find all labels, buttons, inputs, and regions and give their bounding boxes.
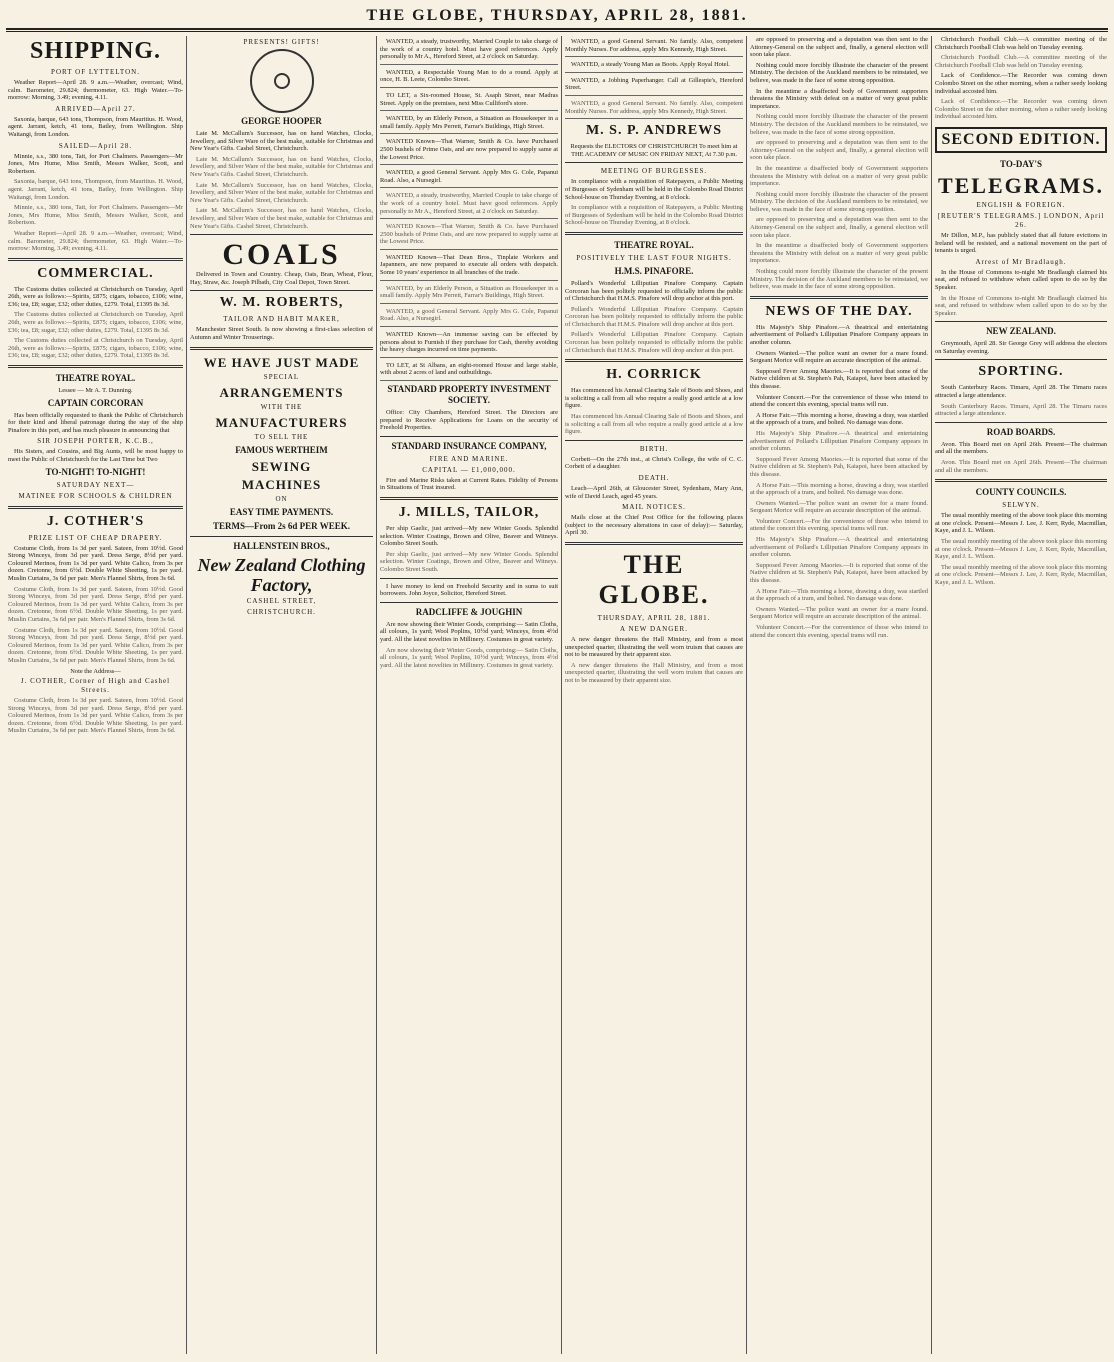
ad-line: Factory, bbox=[250, 574, 313, 595]
classified-ad: WANTED Known—That Dean Bros., Tinplate Workers and Japanners, are now prepared to execute all orders with despatch. Some 10 years' experience in all branches of the trade. bbox=[380, 252, 558, 281]
paragraph: His Majesty's Ship Pinafore.—A theatrical and entertaining advertisement of Pollard's Lilliputian Pinafore Company appears in another column. bbox=[750, 429, 928, 453]
hooper-heading: GEORGE HOOPER bbox=[241, 116, 322, 126]
divider bbox=[380, 602, 558, 603]
classified-ad: WANTED, a steady Young Man as Boots. Apply Royal Hotel. bbox=[565, 59, 743, 73]
paragraph: Costume Cloth, from 1s 3d per yard. Sateen, from 10½d. Good Strong Winceys, from 3d per yard. Dress Serge, 8½d per yard. Coloured Merinos, from 1s 3d per yard. White Calico, from 3s per dozen. Cretonne, from 6½d. Double White Sheeting, 1s per yard. Muslin Curtains, 3s 6d per pair. Men's Flannel Shirts, from 3s 6d. bbox=[8, 585, 183, 623]
paragraph: Office: City Chambers, Hereford Street. The Directors are prepared to Receive Applications for Loans on the security of Freehold Properties. bbox=[380, 409, 558, 432]
positively: POSITIVELY THE LAST FOUR NIGHTS. bbox=[576, 253, 732, 262]
paragraph: Pollard's Wonderful Lilliputian Pinafore Company. Captain Corcoran has been politely requested to officially inform the public of Christchurch that H.M.S. Pinafore will drop anchor at this port. bbox=[565, 279, 743, 303]
paragraph: In the House of Commons to-night Mr Bradlaugh claimed his seat, and refused to withdraw when called upon to do so by the Speaker. bbox=[935, 294, 1107, 317]
classified-ad: WANTED, a good General Servant. Apply Mrs G. Cole, Papanui Road. Also, a Nursegirl. bbox=[380, 167, 558, 188]
classified-ad: WANTED, a good General Servant. No family. Also, competent Monthly Nurses. For address, apply Mrs Kennedy, High Street. bbox=[565, 98, 743, 119]
address: J. COTHER, Corner of High and Cashel Streets. bbox=[20, 677, 171, 695]
coals-heading: COALS bbox=[222, 238, 341, 272]
ad-line: TERMS—From 2s 6d PER WEEK. bbox=[213, 520, 350, 531]
captain-heading: CAPTAIN CORCORAN bbox=[47, 397, 144, 408]
paragraph: Are now showing their Winter Goods, comprising:— Satin Cloths, all colours, 1s yard; Wool Poplins, 10½d yard; Winceys, from 4½d yard. All the latest novelties in Millinery. Costumes in great variety. bbox=[380, 620, 558, 643]
column-rule bbox=[186, 36, 187, 1354]
sporting-heading: SPORTING. bbox=[978, 364, 1064, 380]
paragraph: In the meantime a disaffected body of Government supporters threatens the Ministry with defeat on a matter of very great public importance. bbox=[750, 164, 928, 188]
globe-title: THE GLOBE. bbox=[598, 549, 710, 609]
divider bbox=[8, 365, 183, 368]
paragraph: The usual monthly meeting of the above took place this morning at one o'clock. Present—Messrs J. Lee, J. Kerr, Ryde, Macmillan, Kaye, and J. L. Wilson. bbox=[935, 563, 1107, 586]
ad-line: CASHEL STREET, bbox=[246, 596, 317, 605]
column-rule bbox=[561, 36, 562, 1354]
paragraph: A new danger threatens the Hall Ministry, and from a most unexpected quarter, illustrating the well worn truism that causes are not to be measured by their apparent size. bbox=[565, 635, 743, 659]
masthead bbox=[6, 4, 1108, 30]
port-heading: PORT OF LYTTELTON. bbox=[51, 68, 140, 76]
classified-ad: TO LET, at St Albans, an eight-roomed House and large stable, with about 2 acres of land and outbuildings. bbox=[380, 360, 558, 381]
arrest-heading: Arrest of Mr Bradlaugh. bbox=[975, 257, 1067, 266]
column-1 bbox=[8, 36, 183, 1354]
paragraph: Requests the ELECTORS OF CHRISTCHURCH To meet him at THE ACADEMY OF MUSIC ON FRIDAY NEXT, At 7.30 p.m. bbox=[570, 143, 738, 158]
classified-ad: WANTED Known—That Warner, Smith & Co. have Purchased 2500 bushels of Prime Oats, and are now prepared to supply same at the Lowest Price. bbox=[380, 136, 558, 165]
paragraph: Owners Wanted.—The police want an owner for a mare found. Sergeant Morice will require an accurate description of the animal. bbox=[750, 499, 928, 515]
divider bbox=[565, 232, 743, 235]
divider bbox=[565, 542, 743, 545]
classified-ad: WANTED Known—That Warner, Smith & Co. have Purchased 2500 bushels of Prime Oats, and are now prepared to supply same at the Lowest Price. bbox=[380, 221, 558, 250]
paragraph: Volunteer Concert.—For the convenience of those who intend to attend the concert this evening, special trams will run. bbox=[750, 624, 928, 639]
paragraph: In compliance with a requisition of Ratepayers, a Public Meeting of Burgesses of Sydenham will be held in the Colombo Road District School-house on Thursday Evening, at 8 o'clock. bbox=[565, 178, 743, 201]
paragraph: I have money to lend on Freehold Security and in sums to suit borrowers. John Joyce, Solicitor, Hereford Street. bbox=[380, 582, 558, 598]
divider bbox=[380, 436, 558, 437]
birth-heading: BIRTH. bbox=[639, 444, 669, 453]
paragraph: Per ship Gaelic, just arrived—My new Winter Goods. Splendid selection. Winter Coatings, Brown and Olive, Beaver and Witneys. Colombo Street South. bbox=[380, 524, 558, 548]
divider bbox=[565, 440, 743, 441]
masthead-rule bbox=[6, 31, 1108, 32]
paragraph: His Sisters, and Cousins, and Big Aunts, will be most happy to meet the Public of Christchurch for the Last Time but Two bbox=[8, 448, 183, 463]
theatre-heading: THEATRE ROYAL. bbox=[614, 239, 694, 250]
divider bbox=[935, 422, 1107, 423]
paragraph: are opposed to preserving and a deputation was then sent to the Attorney-General on the subject and, finally, a general election will soon take place. bbox=[750, 216, 928, 239]
ad-line: CHRISTCHURCH. bbox=[247, 607, 316, 616]
paragraph: Owners Wanted.—The police want an owner for a mare found. Sergeant Morice will require an accurate description of the animal. bbox=[750, 605, 928, 621]
paragraph: Has commenced his Annual Clearing Sale of Boots and Shoes, and is soliciting a call from all who require a really good article at a low figure. bbox=[565, 387, 743, 410]
paragraph: Owners Wanted.—The police want an owner for a mare found. Sergeant Morice will require an accurate description of the animal. bbox=[750, 349, 928, 365]
theatre-heading: THEATRE ROYAL. bbox=[55, 373, 136, 384]
paragraph: Late M. McCallum's Successor, has on hand Watches, Clocks, Jewellery, and Silver Ware of the best make, suitable for Christmas and New Year's Gifts. Cashel Street, Christchurch. bbox=[190, 130, 373, 153]
paragraph: The Customs duties collected at Christchurch on Tuesday, April 26th, were as follows:—Spirits, £875; cigars, tobacco, £106; wine, £36; tea, £8; sugar, £32; other duties, £279. Total, £1395 8s 3d. bbox=[8, 337, 183, 360]
masthead-title: THE GLOBE, THURSDAY, APRIL 28, 1881. bbox=[366, 7, 748, 24]
ad-line: ARRANGEMENTS bbox=[219, 384, 344, 400]
divider bbox=[565, 162, 743, 163]
paragraph: A Horse Fair.—This morning a horse, drawing a dray, was startled at the approach of a tram, and bolted. No damage was done. bbox=[750, 481, 928, 497]
divider bbox=[380, 578, 558, 579]
ad-line: WE HAVE JUST MADE bbox=[203, 354, 360, 370]
classified-ad: WANTED, a steady, trustworthy, Married Couple to take charge of the work of a country hotel. Must have good references. Apply personally to Mr A., Hereford Street, at 2 o'clock on Saturday. bbox=[380, 36, 558, 65]
paragraph: Per ship Gaelic, just arrived—My new Winter Goods. Splendid selection. Winter Coatings, Brown and Olive, Beaver and Witneys. Colombo Street South. bbox=[380, 550, 558, 573]
paragraph: Corbett—On the 27th inst., at Christ's College, the wife of C. C. Corbett of a daughter. bbox=[565, 455, 743, 471]
andrews-heading: M. S. P. ANDREWS bbox=[585, 123, 723, 139]
arrived-heading: ARRIVED—April 27. bbox=[55, 104, 136, 113]
paragraph: Has commenced his Annual Clearing Sale of Boots and Shoes, and is soliciting a call from all who require a really good article at a low figure. bbox=[565, 413, 743, 436]
divider bbox=[190, 536, 373, 537]
ad-line: HALLENSTEIN BROS., bbox=[233, 540, 330, 551]
paragraph: His Majesty's Ship Pinafore.—A theatrical and entertaining advertisement of Pollard's Lilliputian Pinafore Company appears in another column. bbox=[750, 536, 928, 559]
paragraph: Mails close at the Chief Post Office for the following places (subject to the necessary alterations in case of delay):— Saturday, April 30. bbox=[565, 514, 743, 537]
paragraph: The usual monthly meeting of the above took place this morning at one o'clock. Present—Messrs J. Lee, J. Kerr, Ryde, Macmillan, Kaye, and J. L. Wilson. bbox=[935, 538, 1107, 561]
paragraph: South Canterbury Races. Timaru, April 28. The Timaru races attracted a large attendance. bbox=[935, 384, 1107, 400]
divider bbox=[935, 321, 1107, 322]
radcliffe-heading: RADCLIFFE & JOUGHIN bbox=[415, 606, 523, 617]
paragraph: Are now showing their Winter Goods, comprising:— Satin Cloths, all colours, 1s yard; Wool Poplins, 10½d yard; Winceys, from 4½d yard. All the latest novelties in Millinery. Costumes in great variety. bbox=[380, 646, 558, 669]
ad-line: SEWING bbox=[251, 458, 312, 474]
paragraph: Christchurch Football Club.—A committee meeting of the Christchurch Football Club was held on Tuesday evening. bbox=[935, 54, 1107, 69]
capital: CAPITAL — £1,000,000. bbox=[422, 465, 516, 474]
classified-ad: WANTED, a steady, trustworthy, Married Couple to take charge of the work of a country hotel. Must have good references. Apply personally to Mr A., Hereford Street, at 2 o'clock on Saturday. bbox=[380, 190, 558, 219]
ad-line: WITH THE bbox=[260, 402, 303, 411]
classified-ad: WANTED, a good General Servant. No family. Also, competent Monthly Nurses. For address, apply Mrs Kennedy, High Street. bbox=[565, 36, 743, 57]
ad-line: ON bbox=[275, 494, 288, 503]
meeting-heading: MEETING OF BURGESSES. bbox=[600, 167, 708, 176]
paragraph: Late M. McCallum's Successor, has on hand Watches, Clocks, Jewellery, and Silver Ware of the best make, suitable for Christmas and New Year's Gifts. Cashel Street, Christchurch. bbox=[190, 207, 373, 230]
county-heading: COUNTY COUNCILS. bbox=[975, 487, 1067, 498]
ad-line: EASY TIME PAYMENTS. bbox=[229, 506, 334, 517]
column-rule bbox=[746, 36, 747, 1354]
paragraph: The Customs duties collected at Christchurch on Tuesday, April 26th, were as follows:—Spirits, £875; cigars, tobacco, £106; wine, £36; tea, £8; sugar, £32; other duties, £279. Total, £1395 8s 3d. bbox=[8, 285, 183, 308]
paragraph: Pollard's Wonderful Lilliputian Pinafore Company. Captain Corcoran has been politely requested to officially inform the public of Christchurch that H.M.S. Pinafore will drop anchor at this port. bbox=[565, 331, 743, 354]
commercial-heading: COMMERCIAL. bbox=[37, 265, 154, 281]
corrick-heading: H. CORRICK bbox=[606, 367, 702, 383]
paragraph: Volunteer Concert.—For the convenience of those who intend to attend the concert this evening, special trams will run. bbox=[750, 393, 928, 409]
paragraph: Volunteer Concert.—For the convenience of those who intend to attend the concert this evening, special trams will run. bbox=[750, 517, 928, 533]
paragraph: In compliance with a requisition of Ratepayers, a Public Meeting of Burgesses of Sydenham will be held in the Colombo Road District School-house on Thursday Evening, at 8 o'clock. bbox=[565, 204, 743, 227]
classified-ad: TO LET, a Six-roomed House, St. Asaph Street, near Madras Street. Apply on the premises, next Miss Culliford's store. bbox=[380, 90, 558, 111]
paragraph: Lack of Confidence.—The Recorder was coming down Colombo Street on the other morning, when a rather seedy looking individual accosted him. bbox=[935, 72, 1107, 95]
divider bbox=[935, 479, 1107, 482]
paragraph: Late M. McCallum's Successor, has on hand Watches, Clocks, Jewellery, and Silver Ware of the best make, suitable for Christmas and New Year's Gifts. Cashel Street, Christchurch. bbox=[190, 155, 373, 178]
paragraph: Minnie, s.s., 380 tons, Tait, for Port Chalmers. Passengers—Mr Jones, Mrs Hume, Miss Smith, Messrs Walker, Scott, and Robertson. bbox=[8, 152, 183, 175]
death-heading: DEATH. bbox=[638, 474, 670, 482]
divider bbox=[750, 296, 928, 299]
ad-line: MANUFACTURERS bbox=[215, 414, 348, 430]
saturday: SATURDAY NEXT— bbox=[56, 480, 135, 489]
paragraph: Leach—April 26th, at Gloucester Street, Sydenham, Mary Ann, wife of David Leach, aged 45 years. bbox=[565, 485, 743, 500]
paragraph: Weather Report—April 28. 9 a.m.—Weather, overcast; Wind, calm. Barometer, 29.824; thermometer, 63. High Water.—To-morrow: Morning, 3.49; evening, 4.11. bbox=[8, 229, 183, 253]
column-4 bbox=[565, 36, 743, 1354]
paragraph: Supposed Fever Among Maories.—It is reported that some of the Native children at St. Stephen's Pah, Kaiapoi, have been attacked by this disease. bbox=[750, 367, 928, 390]
column-3 bbox=[380, 36, 558, 1354]
paragraph: His Majesty's Ship Pinafore.—A theatrical and entertaining advertisement of Pollard's Lilliputian Pinafore Company appears in another column. bbox=[750, 323, 928, 346]
ad-line: MACHINES bbox=[241, 476, 322, 492]
ad-line: TO SELL THE bbox=[254, 432, 309, 441]
paragraph: The Customs duties collected at Christchurch on Tuesday, April 26th, were as follows:—Spirits, £875; cigars, tobacco, £106; wine, £36; tea, £8; sugar, £32; other duties, £279. Total, £1395 8s 3d. bbox=[8, 311, 183, 334]
paragraph: Weather Report—April 28. 9 a.m.—Weather, overcast; Wind, calm. Barometer, 29.824; thermometer, 63. High Water.—To-morrow: Morning, 3.49; evening, 4.11. bbox=[8, 79, 183, 102]
paragraph: A Horse Fair.—This morning a horse, drawing a dray, was startled at the approach of a tram, and bolted. No damage was done. bbox=[750, 411, 928, 427]
pinafore: H.M.S. PINAFORE. bbox=[614, 265, 694, 276]
column-6 bbox=[935, 36, 1107, 1354]
paragraph: Avon. This Board met on April 26th. Present—The chairman and all the members. bbox=[935, 459, 1107, 474]
tailor: TAILOR AND HABIT MAKER, bbox=[223, 315, 340, 324]
telegrams-heading: TELEGRAMS. bbox=[937, 172, 1105, 198]
nz-heading: NEW ZEALAND. bbox=[986, 326, 1056, 337]
paragraph: Fire and Marine Risks taken at Current Rates. Fidelity of Persons in Situations of Trust insured. bbox=[380, 476, 558, 492]
paragraph: A new danger threatens the Hall Ministry, and from a most unexpected quarter, illustrating the well worn truism that causes are not to be measured by their apparent size. bbox=[565, 661, 743, 684]
classified-ad: WANTED, a good General Servant. Apply Mrs G. Cole, Papanui Road. Also, a Nursegirl. bbox=[380, 306, 558, 327]
divider bbox=[8, 258, 183, 261]
second-edition-banner: SECOND EDITION. bbox=[935, 127, 1107, 153]
fire: FIRE AND MARINE. bbox=[429, 454, 509, 463]
paragraph: Nothing could more forcibly illustrate the character of the present Ministry. The decision of the Auckland members to be reinstated, we believe, was made in the face of some strong opposition. bbox=[750, 190, 928, 213]
paragraph: Late M. McCallum's Successor, has on hand Watches, Clocks, Jewellery, and Silver Ware of the best make, suitable for Christmas and New Year's Gifts. Cashel Street, Christchurch. bbox=[190, 181, 373, 204]
paragraph: Minnie, s.s., 380 tons, Tait, for Port Chalmers. Passengers—Mr Jones, Mrs Hume, Miss Smith, Messrs Walker, Scott, and Robertson. bbox=[8, 204, 183, 227]
paragraph: In the meantime a disaffected body of Government supporters threatens the Ministry with defeat on a matter of very great public importance. bbox=[750, 87, 928, 110]
todays-heading: TO-DAY'S bbox=[999, 158, 1043, 169]
divider bbox=[565, 359, 743, 362]
ad-line: SPECIAL bbox=[263, 372, 300, 381]
paragraph: Mr Dillon, M.P., has publicly stated that all future evictions in Ireland will be resisted, and a national movement on the part of tenants is urged. bbox=[935, 231, 1107, 255]
classified-ad: WANTED, by an Elderly Person, a Situation as Housekeeper in a small family. Apply Mrs Perrett, Farrar's Buildings, High Street. bbox=[380, 113, 558, 134]
paragraph: Supposed Fever Among Maories.—It is reported that some of the Native children at St. Stephen's Pah, Kaiapoi, have been attacked by this disease. bbox=[750, 455, 928, 478]
classified-ad: WANTED Known—An immense saving can be effected by persons about to Furnish if they purchase for Cash, thereby avoiding the heavy charges incurred on time payments. bbox=[380, 329, 558, 358]
paragraph: Christchurch Football Club.—A committee meeting of the Christchurch Football Club was held on Tuesday evening. bbox=[935, 36, 1107, 51]
divider bbox=[190, 290, 373, 291]
divider bbox=[190, 347, 373, 350]
globe-date: THURSDAY, APRIL 28, 1881. bbox=[597, 613, 711, 622]
selwyn-heading: SELWYN. bbox=[1002, 501, 1040, 510]
ad-line: New Zealand Clothing bbox=[197, 554, 366, 575]
reuter-line: [REUTER'S TELEGRAMS.] LONDON, April 26. bbox=[937, 211, 1105, 229]
classified-ad: WANTED, a Jobbing Paperhanger. Call at Gillespie's, Hereford Street. bbox=[565, 75, 743, 96]
paragraph: Nothing could more forcibly illustrate the character of the present Ministry. The decision of the Auckland members to be reinstated, we believe, was made in the face of some strong opposition. bbox=[750, 61, 928, 84]
paragraph: Costume Cloth, from 1s 3d per yard. Sateen, from 10½d. Good Strong Winceys, from 3d per yard. Dress Serge, 8½d per yard. Coloured Merinos, from 1s 3d per yard. White Calico, from 3s per dozen. Cretonne, from 6½d. Double White Sheeting, 1s per yard. Muslin Curtains, 3s 6d per pair. Men's Flannel Shirts, from 3s 6d. bbox=[8, 697, 183, 735]
paragraph: In the House of Commons to-night Mr Bradlaugh claimed his seat, and refused to withdraw when called upon to do so by the Speaker. bbox=[935, 268, 1107, 291]
mail-heading: MAIL NOTICES. bbox=[622, 503, 686, 512]
paragraph: Supposed Fever Among Maories.—It is reported that some of the Native children at St. Stephen's Pah, Kaiapoi, have been attacked by this disease. bbox=[750, 561, 928, 585]
road-heading: ROAD BOARDS. bbox=[986, 426, 1056, 437]
roberts-heading: W. M. ROBERTS, bbox=[219, 295, 344, 311]
paragraph: Avon. This Board met on April 26th. Present—The chairman and all the members. bbox=[935, 440, 1107, 456]
paragraph: Nothing could more forcibly illustrate the character of the present Ministry. The decision of the Auckland members to be reinstated, we believe, was made in the face of some strong opposition. bbox=[750, 113, 928, 136]
paragraph: In the meantime a disaffected body of Government supporters threatens the Ministry with defeat on a matter of very great public importance. bbox=[750, 242, 928, 265]
tonight: TO-NIGHT! TO-NIGHT! bbox=[45, 466, 146, 477]
cothers-heading: J. COTHER'S bbox=[46, 513, 145, 529]
paragraph: Saxonia, barque, 643 tons, Thompson, from Mauritius. H. Wood, agent. Jarrant, ketch, 41 tons, Batley, from Wellington. Ship Waitangi, from London. bbox=[8, 178, 183, 201]
paragraph: South Canterbury Races. Timaru, April 28. The Timaru races attracted a large attendance. bbox=[935, 402, 1107, 418]
paragraph: Delivered in Town and Country. Cheap, Oats, Bran, Wheat, Flour, Hay, Straw, &c. Joseph Pilbath, City Coal Depot, Town Street. bbox=[190, 271, 373, 286]
sir-joseph: SIR JOSEPH PORTER, K.C.B., bbox=[37, 437, 154, 446]
column-rule bbox=[931, 36, 932, 1354]
classified-ad: WANTED, a Respectable Young Man to do a round. Apply at once, H. B. Leete, Colombo Street. bbox=[380, 67, 558, 88]
divider bbox=[935, 359, 1107, 360]
sailed-heading: SAILED—April 28. bbox=[58, 141, 133, 150]
matinee: MATINEE FOR SCHOOLS & CHILDREN bbox=[18, 491, 173, 500]
standard-heading: STANDARD PROPERTY INVESTMENT SOCIETY. bbox=[387, 384, 551, 405]
paragraph: Lack of Confidence.—The Recorder was coming down Colombo Street on the other morning, when a rather seedy looking individual accosted him. bbox=[935, 98, 1107, 121]
watch-icon bbox=[250, 49, 314, 113]
column-5 bbox=[750, 36, 928, 1354]
paragraph: Greymouth, April 28. Sir George Grey will address the electors on Saturday evening. bbox=[935, 340, 1107, 355]
paragraph: Costume Cloth, from 1s 3d per yard. Sateen, from 10½d. Good Strong Winceys, from 3d per yard. Dress Serge, 8½d per yard. Coloured Merinos, from 1s 3d per yard. White Calico, from 3s per dozen. Cretonne, from 6½d. Double White Sheeting, 1s per yard. Muslin Curtains, 3s 6d per pair. Men's Flannel Shirts, from 3s 6d. bbox=[8, 544, 183, 582]
paragraph: Nothing could more forcibly illustrate the character of the present Ministry. The decision of the Auckland members to be reinstated, we believe, was made in the face of some strong opposition. bbox=[750, 268, 928, 291]
divider bbox=[380, 497, 558, 500]
paragraph: A Horse Fair.—This morning a horse, drawing a dray, was startled at the approach of a tram, and bolted. No damage was done. bbox=[750, 587, 928, 603]
paragraph: are opposed to preserving and a deputation was then sent to the Attorney-General on the subject and, finally, a general election will soon take place. bbox=[750, 139, 928, 162]
shipping-heading: SHIPPING. bbox=[29, 38, 161, 64]
mills-heading: J. MILLS, TAILOR, bbox=[398, 504, 540, 520]
presents: PRESENTS! GIFTS! bbox=[243, 38, 320, 46]
danger-heading: A NEW DANGER. bbox=[620, 624, 688, 633]
column-rule bbox=[376, 36, 377, 1354]
paragraph: Has been officially requested to thank the Public of Christchurch for their kind and liberal patronage during the stay of the ship Pinafore in this port, and has much pleasure in announcing that bbox=[8, 411, 183, 434]
lessee: Lessee — Mr A. T. Dunning. bbox=[58, 387, 133, 395]
paragraph: The usual monthly meeting of the above took place this morning at one o'clock. Present—Messrs J. Lee, J. Kerr, Ryde, Macmillan, Kaye, and J. L. Wilson. bbox=[935, 512, 1107, 535]
paragraph: are opposed to preserving and a deputation was then sent to the Attorney-General on the subject and, finally, a general election will soon take place. bbox=[750, 36, 928, 59]
paragraph: Manchester Street South. Is now showing a first-class selection of Autumn and Winter Trouserings. bbox=[190, 326, 373, 341]
news-heading: NEWS OF THE DAY. bbox=[765, 303, 913, 319]
cothers-sub: PRIZE LIST OF CHEAP DRAPERY. bbox=[28, 533, 163, 542]
ad-line: FAMOUS WERTHEIM bbox=[235, 444, 328, 455]
column-2 bbox=[190, 36, 373, 1354]
english-heading: ENGLISH & FOREIGN. bbox=[976, 200, 1066, 209]
divider bbox=[8, 506, 183, 509]
paragraph: Costume Cloth, from 1s 3d per yard. Sateen, from 10½d. Good Strong Winceys, from 3d per yard. Dress Serge, 8½d per yard. Coloured Merinos, from 1s 3d per yard. White Calico, from 3s per dozen. Cretonne, from 6½d. Double White Sheeting, 1s per yard. Muslin Curtains, 3s 6d per pair. Men's Flannel Shirts, from 3s 6d. bbox=[8, 626, 183, 664]
paragraph: Pollard's Wonderful Lilliputian Pinafore Company. Captain Corcoran has been politely requested to officially inform the public of Christchurch that H.M.S. Pinafore will drop anchor at this port. bbox=[565, 305, 743, 328]
paragraph: Saxonia, barque, 643 tons, Thompson, from Mauritius. H. Wood, agent. Jarrant, ketch, 41 tons, Batley, from Wellington. Ship Waitangi, from London. bbox=[8, 115, 183, 138]
classified-ad: WANTED, by an Elderly Person, a Situation as Housekeeper in a small family. Apply Mrs Perrett, Farrar's Buildings, High Street. bbox=[380, 283, 558, 304]
insurance-heading: STANDARD INSURANCE COMPANY, bbox=[391, 440, 547, 451]
divider bbox=[190, 234, 373, 235]
note: Note the Address— bbox=[70, 667, 121, 675]
